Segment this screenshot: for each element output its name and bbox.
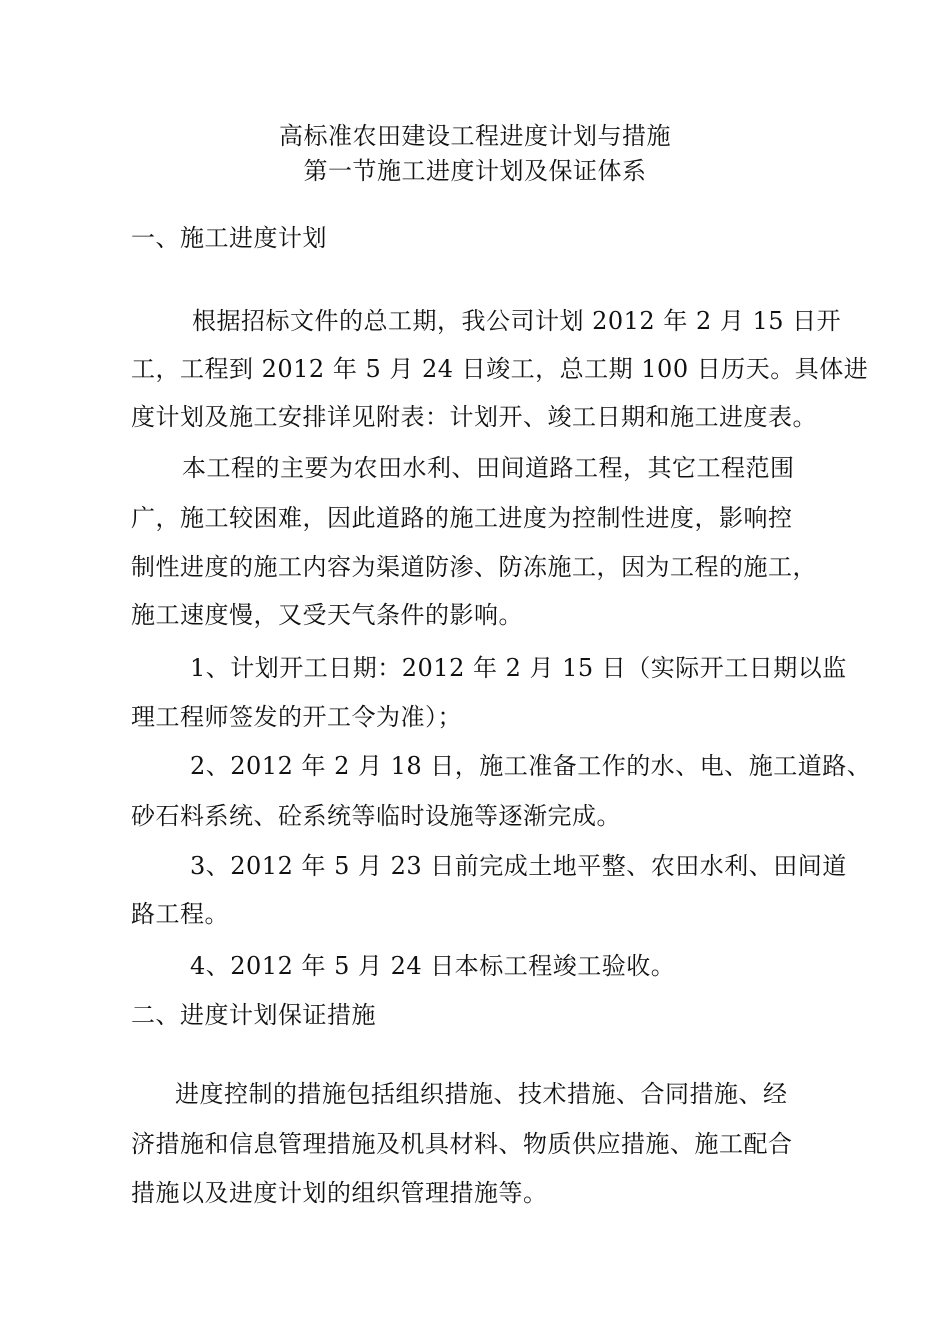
paragraph-line: 制性进度的施工内容为渠道防渗、防冻施工，因为工程的施工，	[131, 553, 817, 581]
list-item-line: 3、2012 年 5 月 23 日前完成土地平整、农田水利、田间道	[190, 852, 847, 880]
section-heading-1: 一、施工进度计划	[131, 224, 327, 252]
list-item-line: 1、计划开工日期：2012 年 2 月 15 日（实际开工日期以监	[190, 654, 847, 682]
list-item-line: 理工程师签发的开工令为准）；	[131, 703, 462, 731]
paragraph-line: 度计划及施工安排详见附表：计划开、竣工日期和施工进度表。	[131, 403, 817, 431]
list-item-line: 路工程。	[131, 900, 229, 928]
paragraph-line: 根据招标文件的总工期，我公司计划 2012 年 2 月 15 日开	[192, 307, 842, 335]
paragraph-line: 本工程的主要为农田水利、田间道路工程，其它工程范围	[182, 454, 795, 482]
section-heading-2: 二、进度计划保证措施	[131, 1001, 376, 1029]
document-title: 高标准农田建设工程进度计划与措施	[279, 122, 671, 150]
list-item-line: 4、2012 年 5 月 24 日本标工程竣工验收。	[190, 952, 676, 980]
paragraph-line: 施工速度慢，又受天气条件的影响。	[131, 601, 523, 629]
paragraph-line: 措施以及进度计划的组织管理措施等。	[131, 1179, 548, 1207]
list-item-line: 砂石料系统、砼系统等临时设施等逐渐完成。	[131, 802, 621, 830]
paragraph-line: 工，工程到 2012 年 5 月 24 日竣工，总工期 100 日历天。具体进	[131, 355, 869, 383]
paragraph-line: 济措施和信息管理措施及机具材料、物质供应措施、施工配合	[131, 1130, 793, 1158]
document-subtitle: 第一节施工进度计划及保证体系	[303, 157, 647, 185]
paragraph-line: 广，施工较困难，因此道路的施工进度为控制性进度，影响控	[131, 504, 793, 532]
paragraph-line: 进度控制的措施包括组织措施、技术措施、合同措施、经	[175, 1080, 788, 1108]
list-item-line: 2、2012 年 2 月 18 日，施工准备工作的水、电、施工道路、	[190, 752, 872, 780]
